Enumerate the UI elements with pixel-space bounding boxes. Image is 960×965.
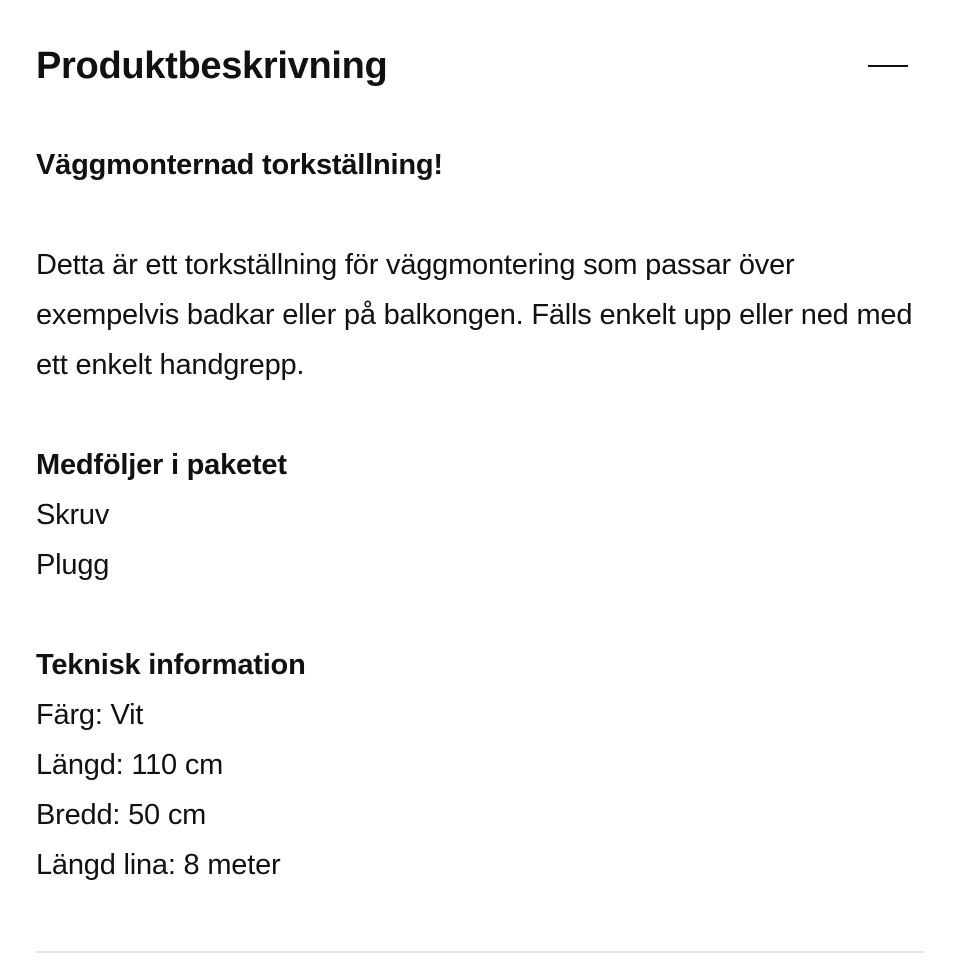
minus-icon [868,65,908,67]
description-text: Detta är ett torkställning för väggmontering som passar över exempelvis badkar eller på balkongen. Fälls enkelt upp eller ned med ett enkelt handgrepp. [36,249,913,381]
product-description-accordion [36,0,924,965]
lead-heading: Väggmonternad torkställning! [36,149,443,181]
list-item: Färg: Vit [36,699,144,731]
list-item: Längd lina: 8 meter [36,849,281,881]
bottom-divider [36,951,924,953]
technical-info-section [36,640,924,890]
list-item: Längd: 110 cm [36,749,224,781]
technical-info-list [36,690,924,890]
package-contents-section [36,440,924,590]
collapse-button[interactable] [864,44,912,88]
accordion-body [36,140,924,890]
list-item: Plugg [36,549,110,581]
package-contents-heading: Medföljer i paketet [36,449,287,481]
list-item: Bredd: 50 cm [36,799,207,831]
accordion-header[interactable] [36,40,924,92]
technical-info-heading: Teknisk information [36,649,306,681]
list-item: Skruv [36,499,110,531]
package-contents-list [36,490,924,590]
accordion-title: Produktbeskrivning [36,45,388,87]
